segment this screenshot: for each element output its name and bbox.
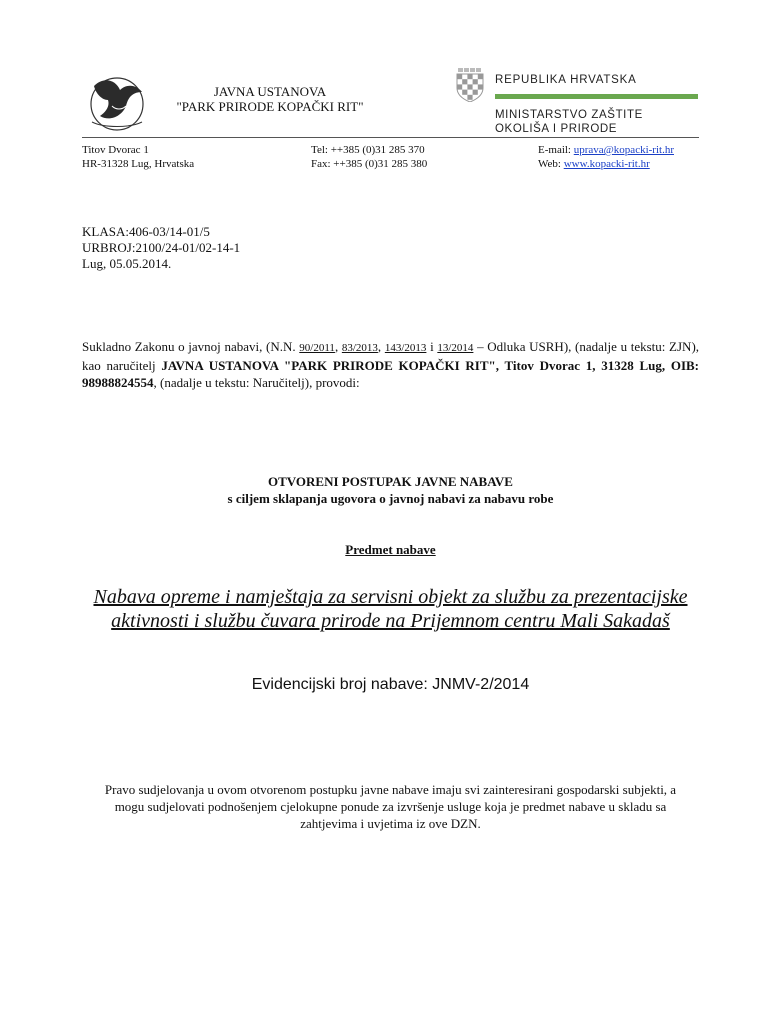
republic-title: REPUBLIKA HRVATSKA (495, 74, 637, 86)
urbroj-text: URBROJ:2100/24-01/02-14-1 (82, 240, 241, 255)
fax-text: Fax: ++385 (0)31 285 380 (311, 158, 428, 170)
intro-text-3: , (nadalje u tekstu: Naručitelj), provodi: (153, 375, 360, 390)
closing-paragraph: Pravo sudjelovanja u ovom otvorenom postupku javne nabave imaju svi zainteresirani gospodarski subjekti, a mogu sudjelovati podnošenjem cjelokupne ponude za izvršenje usluge koja je predmet nabave u skladu sa zahtjevima i uvjetima iz ove DZN. (104, 782, 677, 831)
intro-text-2: – Odluka USRH), (nadalje u tekstu: ZJN), kao naručitelj (82, 339, 700, 373)
email-label: E-mail: (538, 144, 574, 156)
address-line-2: HR-31328 Lug, Hrvatska (82, 158, 195, 170)
procedure-subtitle: s ciljem sklapanja ugovora o javnoj nabavi za nabavu robe (227, 491, 554, 506)
organization-title (140, 84, 400, 114)
header-rule (82, 137, 699, 138)
ministry-divider (495, 94, 698, 99)
evidence-number: Evidencijski broj nabave: JNMV-2/2014 (251, 676, 530, 693)
org-line-2: "PARK PRIRODE KOPAČKI RIT" (176, 99, 364, 114)
org-line-1: JAVNA USTANOVA (213, 84, 327, 99)
intro-sep-3: i (426, 339, 438, 354)
subject-title: Nabava opreme i namještaja za servisni objekt za službu za prezentacijske aktivnosti i službu čuvara prirode na Prijemnom centru Mali Sakadaš (93, 586, 688, 632)
web-link[interactable]: www.kopacki-rit.hr (563, 158, 650, 170)
law-ref-2: 83/2013 (341, 342, 378, 354)
intro-paragraph (82, 338, 699, 391)
contracting-authority: JAVNA USTANOVA "PARK PRIRODE KOPAČKI RIT", Titov Dvorac 1, 31328 Lug, OIB: 98988824554 (82, 358, 699, 390)
ministry-line-1: MINISTARSTVO ZAŠTITE (495, 109, 643, 121)
law-ref-3: 143/2013 (384, 342, 427, 354)
online-contact-block (538, 143, 674, 171)
ministry-name (495, 108, 643, 136)
web-label: Web: (538, 158, 564, 170)
intro-sep-1: , (334, 339, 342, 354)
email-row (538, 143, 674, 157)
phone-block (311, 143, 427, 171)
address-block (82, 143, 194, 171)
web-row (538, 157, 674, 171)
law-ref-1: 90/2011 (299, 342, 335, 354)
procedure-title: OTVORENI POSTUPAK JAVNE NABAVE (268, 474, 513, 489)
date-text: Lug, 05.05.2014. (82, 256, 172, 271)
email-link[interactable]: uprava@kopacki-rit.hr (573, 144, 674, 156)
reference-block (82, 224, 240, 272)
subject-heading: Predmet nabave (345, 542, 436, 557)
intro-text-1: Sukladno Zakonu o javnoj nabavi, (N.N. (82, 339, 300, 354)
coat-of-arms-icon (455, 68, 485, 102)
intro-sep-2: , (377, 339, 385, 354)
ministry-line-2: OKOLIŠA I PRIRODE (495, 123, 618, 135)
law-ref-4: 13/2014 (437, 342, 474, 354)
address-line-1: Titov Dvorac 1 (82, 144, 149, 156)
klasa-text: KLASA:406-03/14-01/5 (82, 224, 210, 239)
tel-text: Tel: ++385 (0)31 285 370 (311, 144, 425, 156)
